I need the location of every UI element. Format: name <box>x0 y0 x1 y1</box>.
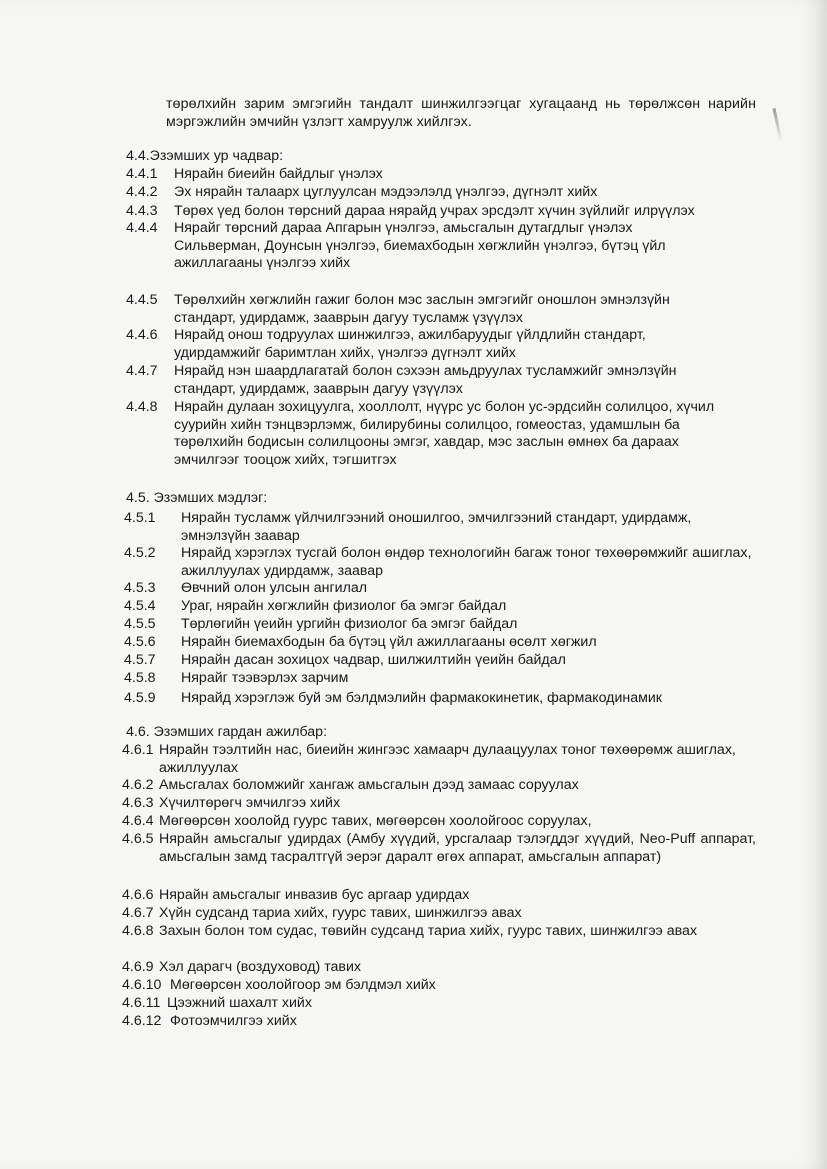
scan-mark <box>772 108 782 142</box>
item-number: 4.4.3 <box>126 203 158 219</box>
item-number: 4.5.2 <box>124 545 156 561</box>
item-number: 4.4.7 <box>126 363 158 379</box>
item-text: Нярайн дасан зохицох чадвар, шилжилтийн үеийн байдал <box>181 652 566 668</box>
item-text: Нярайг тээвэрлэх зарчим <box>181 670 349 686</box>
item-number: 4.6.6 <box>122 887 154 903</box>
item-text: Төрөлхийн хөгжлийн гажиг болон мэс заслын эмгэгийг оношлон эмнэлзүйн стандарт, удирдамж, зааврын дагуу тусламж үзүүлэх <box>174 292 670 326</box>
item-number: 4.5.1 <box>124 510 156 526</box>
item-text: Нярайн амьсгалыг удирдах (Амбу хүүдий, урсгалаар тэлэгддэг хүүдий, Neo-Puff аппарат, амьсгалын замд тасралтгүй эерэг даралт өгөх аппарат, амьсгалын аппарат) <box>159 831 756 865</box>
item-text: Амьсгалах боломжийг хангаж амьсгалын дээд замаас соруулах <box>159 777 579 793</box>
item-text: Хүйн судсанд тариа хийх, гуурс тавих, шинжилгээ авах <box>159 905 522 921</box>
item-text: Нярайн тээлтийн нас, биеийн жингээс хамаарч дулаацуулах тоног төхөөрөмж ашиглах, ажиллуулах <box>159 742 736 776</box>
item-text: Цээжний шахалт хийх <box>167 995 312 1011</box>
item-text: Нярайд онош тодруулах шинжилгээ, ажилбаруудыг үйлдлийн стандарт, удирдамжийг баримтлан хийх, үнэлгээ дүгнэлт хийх <box>174 327 646 361</box>
item-text: Нярайн биемахбодын ба бүтэц үйл ажиллагааны өсөлт хөгжил <box>181 634 597 650</box>
item-number: 4.6.2 <box>122 777 154 793</box>
item-number: 4.5.8 <box>124 670 156 686</box>
section-4-4-heading: 4.4.Эзэмших ур чадвар: <box>126 148 284 164</box>
item-text: Төрөх үед болон төрсний дараа нярайд учрах эрсдэлт хүчин зүйлийг илрүүлэх <box>174 203 695 219</box>
item-number: 4.4.4 <box>126 220 158 236</box>
item-text: Мөгөөрсөн хоолойд гуурс тавих, мөгөөрсөн хоолойгоос соруулах, <box>159 813 592 829</box>
item-number: 4.6.5 <box>122 831 154 847</box>
item-number: 4.5.4 <box>124 598 156 614</box>
item-text: Ураг, нярайн хөгжлийн физиолог ба эмгэг байдал <box>181 598 507 614</box>
item-text: Нярайн дулаан зохицуулга, хооллолт, нүүрс ус болон ус-эрдсийн солилцоо, хүчил суурийн хийн тэнцвэрлэмж, билирубины солилцоо, гомеостаз, удамшлын ба төрөлхийн бодисын солилцооны эмгэг, хавдар, мэс заслын өмнөх ба дараах эмчилгээг тооцож хийх, тэгшитгэх <box>174 399 715 468</box>
item-number: 4.6.8 <box>122 923 154 939</box>
item-number: 4.6.9 <box>122 959 154 975</box>
item-number: 4.5.7 <box>124 652 156 668</box>
item-number: 4.5.6 <box>124 634 156 650</box>
item-number: 4.4.6 <box>126 327 158 343</box>
item-number: 4.5.5 <box>124 616 156 632</box>
item-text: Хүчилтөрөгч эмчилгээ хийх <box>159 795 341 811</box>
item-number: 4.4.8 <box>126 399 158 415</box>
item-text: Нярайд нэн шаардлагатай болон сэхээн амьдруулах тусламжийг эмнэлзүйн стандарт, удирдамж, зааврын дагуу үзүүлэх <box>174 363 677 397</box>
item-number: 4.4.2 <box>126 184 158 200</box>
item-text: Нярайд хэрэглэх тусгай болон өндөр технологийн багаж тоног төхөөрөмжийг ашиглах, ажиллуулах удирдамж, заавар <box>181 545 752 579</box>
item-number: 4.6.4 <box>122 813 154 829</box>
item-text: Нярайд хэрэглэж буй эм бэлдмэлийн фармакокинетик, фармакодинамик <box>181 690 662 706</box>
item-text: Хэл дарагч (воздуховод) тавих <box>159 959 361 975</box>
item-text: Төрлөгийн үеийн ургийн физиолог ба эмгэг байдал <box>181 616 518 632</box>
section-4-6-heading: 4.6. Эзэмших гардан ажилбар: <box>126 724 328 740</box>
intro-paragraph: төрөлхийн зарим эмгэгийн тандалт шинжилгээгцаг хугацаанд нь төрөлжсөн нарийн мэргэжлийн эмчийн үзлэгт хамруулж хийлгэх. <box>166 96 756 130</box>
item-text: Нярайн биеийн байдлыг үнэлэх <box>174 166 383 182</box>
item-text: Мөгөөрсөн хоолойгоор эм бэлдмэл хийх <box>170 977 436 993</box>
item-number: 4.6.11 <box>122 995 161 1011</box>
item-number: 4.5.3 <box>124 580 156 596</box>
item-text: Нярайн тусламж үйлчилгээний оношилгоо, эмчилгээний стандарт, удирдамж, эмнэлзүйн заавар <box>181 510 692 544</box>
item-number: 4.5.9 <box>124 690 156 706</box>
item-number: 4.6.1 <box>122 742 154 758</box>
item-number: 4.6.10 <box>122 977 162 993</box>
item-text: Захын болон том судас, төвийн судсанд тариа хийх, гуурс тавих, шинжилгээ авах <box>159 923 697 939</box>
item-text: Өвчний олон улсын ангилал <box>181 580 368 596</box>
section-4-5-heading: 4.5. Эзэмших мэдлэг: <box>126 490 268 506</box>
item-number: 4.6.7 <box>122 905 154 921</box>
item-text: Нярайн амьсгалыг инвазив бус аргаар удирдах <box>159 887 470 903</box>
item-text: Эх нярайн талаарх цуглуулсан мэдээлэлд үнэлгээ, дүгнэлт хийх <box>174 184 598 200</box>
item-number: 4.6.12 <box>122 1013 162 1029</box>
item-number: 4.6.3 <box>122 795 154 811</box>
item-number: 4.4.5 <box>126 292 158 308</box>
item-text: Нярайг төрсний дараа Апгарын үнэлгээ, амьсгалын дутагдлыг үнэлэх Сильверман, Доунсын үнэлгээ, биемахбодын хөгжлийн үнэлгээ, бүтэц үйл ажиллагааны үнэлгээ хийх <box>174 220 666 272</box>
item-number: 4.4.1 <box>126 166 158 182</box>
item-text: Фотоэмчилгээ хийх <box>170 1013 297 1029</box>
